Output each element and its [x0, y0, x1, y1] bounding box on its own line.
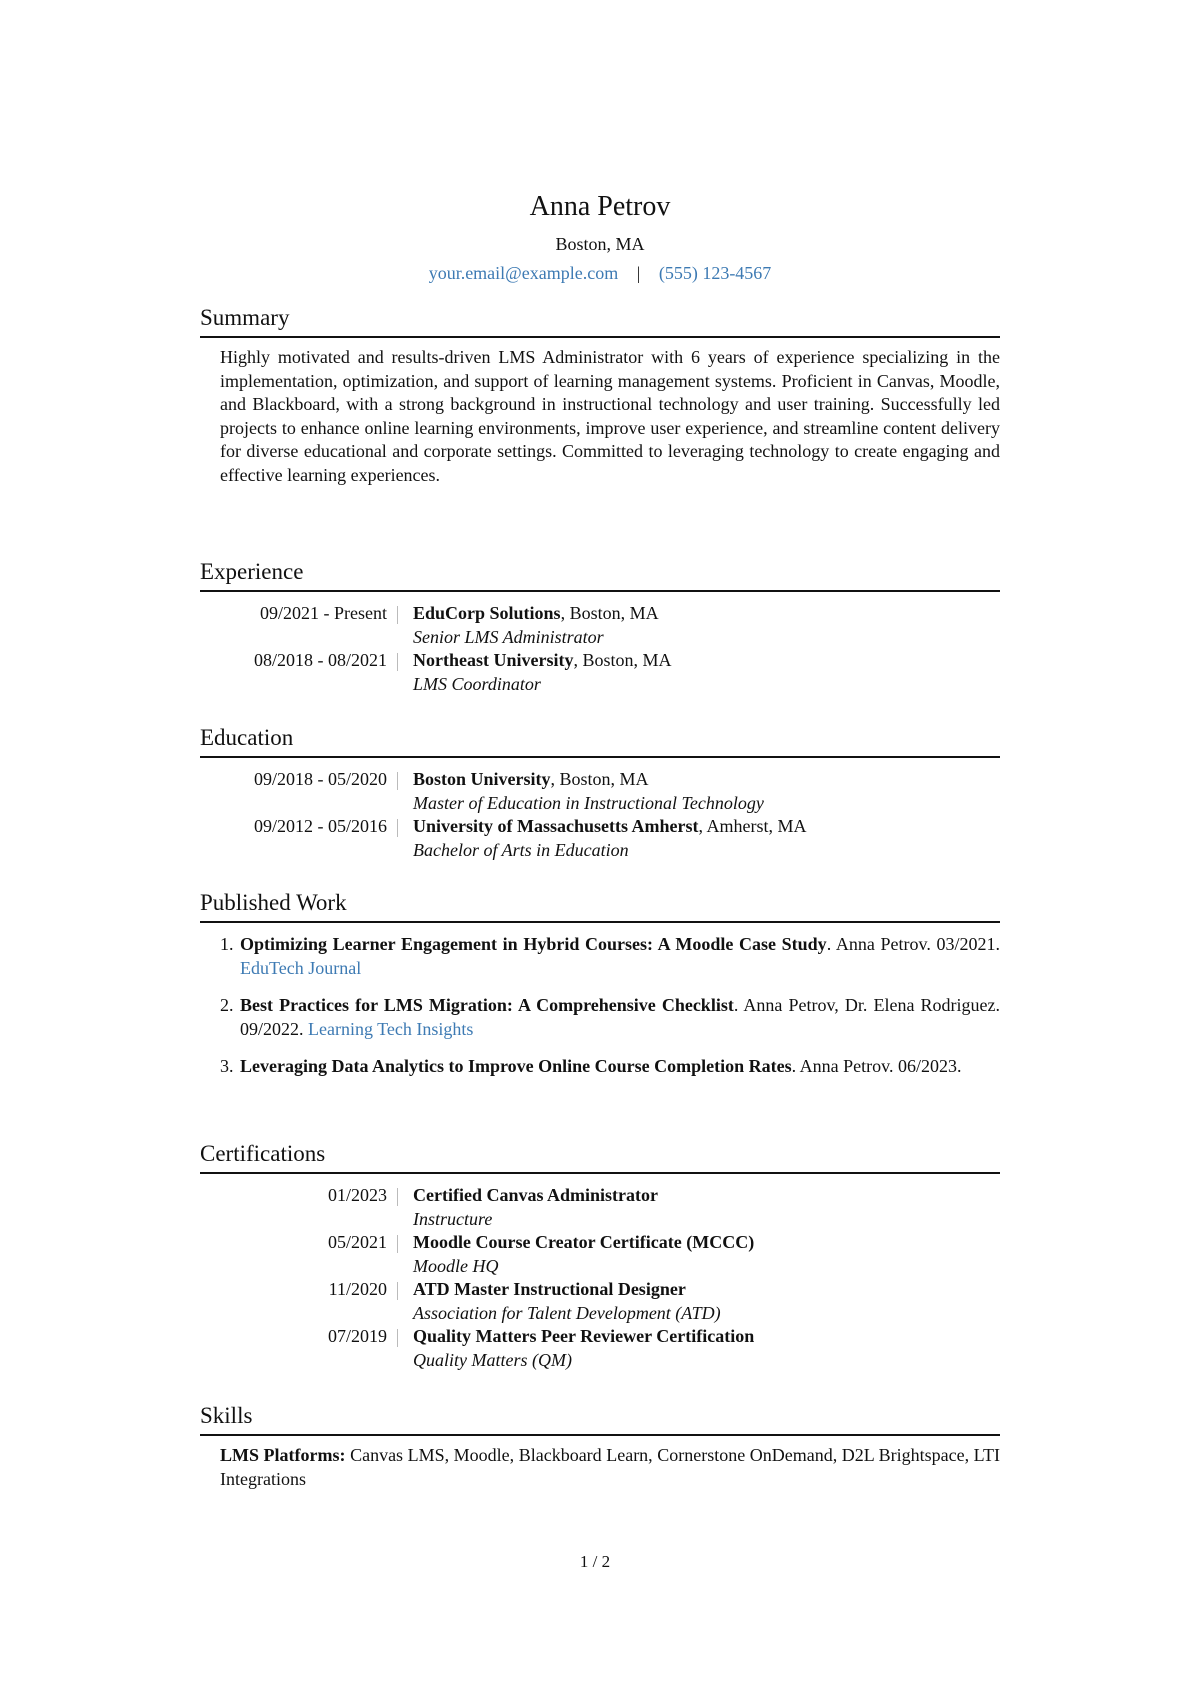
skills-line	[220, 1444, 1000, 1491]
publication-venue-link[interactable]: EduTech Journal	[240, 957, 362, 978]
publication-title: Optimizing Learner Engagement in Hybrid Courses: A Moodle Case Study	[240, 934, 827, 954]
publication-item	[220, 994, 1000, 1041]
experience-section	[200, 558, 1000, 696]
entry-organization: EduCorp Solutions	[413, 603, 561, 623]
entry-date: 07/2019	[327, 1326, 387, 1346]
section-title-education: Education	[200, 724, 1000, 758]
entry-location: , Boston, MA	[550, 769, 649, 789]
published-work-section	[200, 889, 1000, 1093]
publication-title: Leveraging Data Analytics to Improve Online Course Completion Rates	[240, 1056, 792, 1076]
entry-degree: Master of Education in Instructional Technology	[413, 792, 764, 813]
section-title-certifications: Certifications	[200, 1140, 1000, 1174]
section-title-published-work: Published Work	[200, 889, 1000, 923]
certification-issuer: Association for Talent Development (ATD)	[413, 1302, 721, 1323]
certification-name: Moodle Course Creator Certificate (MCCC)	[413, 1232, 755, 1252]
certification-entry	[200, 1325, 1000, 1372]
certification-entry	[200, 1278, 1000, 1325]
entry-location: , Boston, MA	[573, 650, 672, 670]
entry-degree: Bachelor of Arts in Education	[413, 839, 629, 860]
email-link[interactable]: your.email@example.com	[428, 263, 619, 283]
publication-number: 3.	[220, 1056, 234, 1076]
experience-entry	[200, 649, 1000, 696]
candidate-name: Anna Petrov	[529, 191, 671, 222]
education-section	[200, 724, 1000, 862]
entry-date: 01/2023	[327, 1185, 387, 1205]
entry-institution: Boston University	[413, 769, 551, 789]
entry-location: , Amherst, MA	[698, 816, 807, 836]
publication-details: . Anna Petrov, Dr. Elena Rodriguez. 09/2022.	[240, 995, 1001, 1039]
certifications-section	[200, 1140, 1000, 1372]
certification-name: ATD Master Instructional Designer	[413, 1279, 686, 1299]
entry-date: 05/2021	[327, 1232, 387, 1252]
certification-entry	[200, 1184, 1000, 1231]
entry-location: , Boston, MA	[560, 603, 659, 623]
section-title-experience: Experience	[200, 558, 1000, 592]
entry-date: 09/2018 - 05/2020	[254, 769, 387, 789]
entry-date: 11/2020	[328, 1279, 387, 1299]
contact-separator: |	[636, 263, 641, 283]
summary-section	[200, 304, 1000, 487]
certification-entry	[200, 1231, 1000, 1278]
section-title-skills: Skills	[200, 1402, 1000, 1436]
publication-details: . Anna Petrov. 06/2023.	[791, 1056, 962, 1076]
skills-section	[200, 1402, 1000, 1491]
entry-date: 08/2018 - 08/2021	[254, 650, 387, 670]
education-entry	[200, 815, 1000, 862]
phone-link[interactable]: (555) 123-4567	[658, 263, 772, 283]
resume-header	[200, 190, 1000, 285]
experience-entry	[200, 602, 1000, 649]
publication-venue-link[interactable]: Learning Tech Insights	[308, 1018, 474, 1039]
publication-list	[200, 933, 1000, 1079]
contact-line	[200, 261, 1000, 285]
publication-title: Best Practices for LMS Migration: A Comprehensive Checklist	[240, 995, 734, 1015]
candidate-location: Boston, MA	[555, 234, 645, 254]
page-number: 1 / 2	[579, 1552, 611, 1571]
publication-number: 1.	[220, 934, 234, 954]
education-entry	[200, 768, 1000, 815]
entry-role: Senior LMS Administrator	[413, 626, 604, 647]
skills-text: Canvas LMS, Moodle, Blackboard Learn, Cornerstone OnDemand, D2L Brightspace, LTI Integrations	[220, 1445, 1000, 1489]
entry-organization: Northeast University	[413, 650, 574, 670]
section-title-summary: Summary	[200, 304, 1000, 338]
entry-role: LMS Coordinator	[413, 673, 541, 694]
certification-issuer: Moodle HQ	[413, 1255, 499, 1276]
entry-date: 09/2021 - Present	[260, 603, 387, 623]
certification-issuer: Instructure	[413, 1208, 493, 1229]
publication-item	[220, 933, 1000, 980]
publication-item	[220, 1055, 1000, 1079]
skills-label: LMS Platforms:	[220, 1445, 346, 1465]
publication-number: 2.	[220, 995, 234, 1015]
entry-institution: University of Massachusetts Amherst	[413, 816, 699, 836]
summary-text: Highly motivated and results-driven LMS Administrator with 6 years of experience specializing in the implementation, optimization, and support of learning management systems. Proficient in Canvas, Moodle, and Blackboard, with a strong background in instructional technology and user training. Successfully led projects to enhance online learning environments, improve user experience, and streamline content delivery for diverse educational and corporate settings. Committed to leveraging technology to create engaging and effective learning experiences.	[220, 347, 1000, 485]
certification-issuer: Quality Matters (QM)	[413, 1349, 572, 1370]
certification-name: Quality Matters Peer Reviewer Certification	[413, 1326, 755, 1346]
publication-details: . Anna Petrov. 03/2021.	[826, 934, 1001, 954]
certification-name: Certified Canvas Administrator	[413, 1185, 658, 1205]
entry-date: 09/2012 - 05/2016	[254, 816, 387, 836]
